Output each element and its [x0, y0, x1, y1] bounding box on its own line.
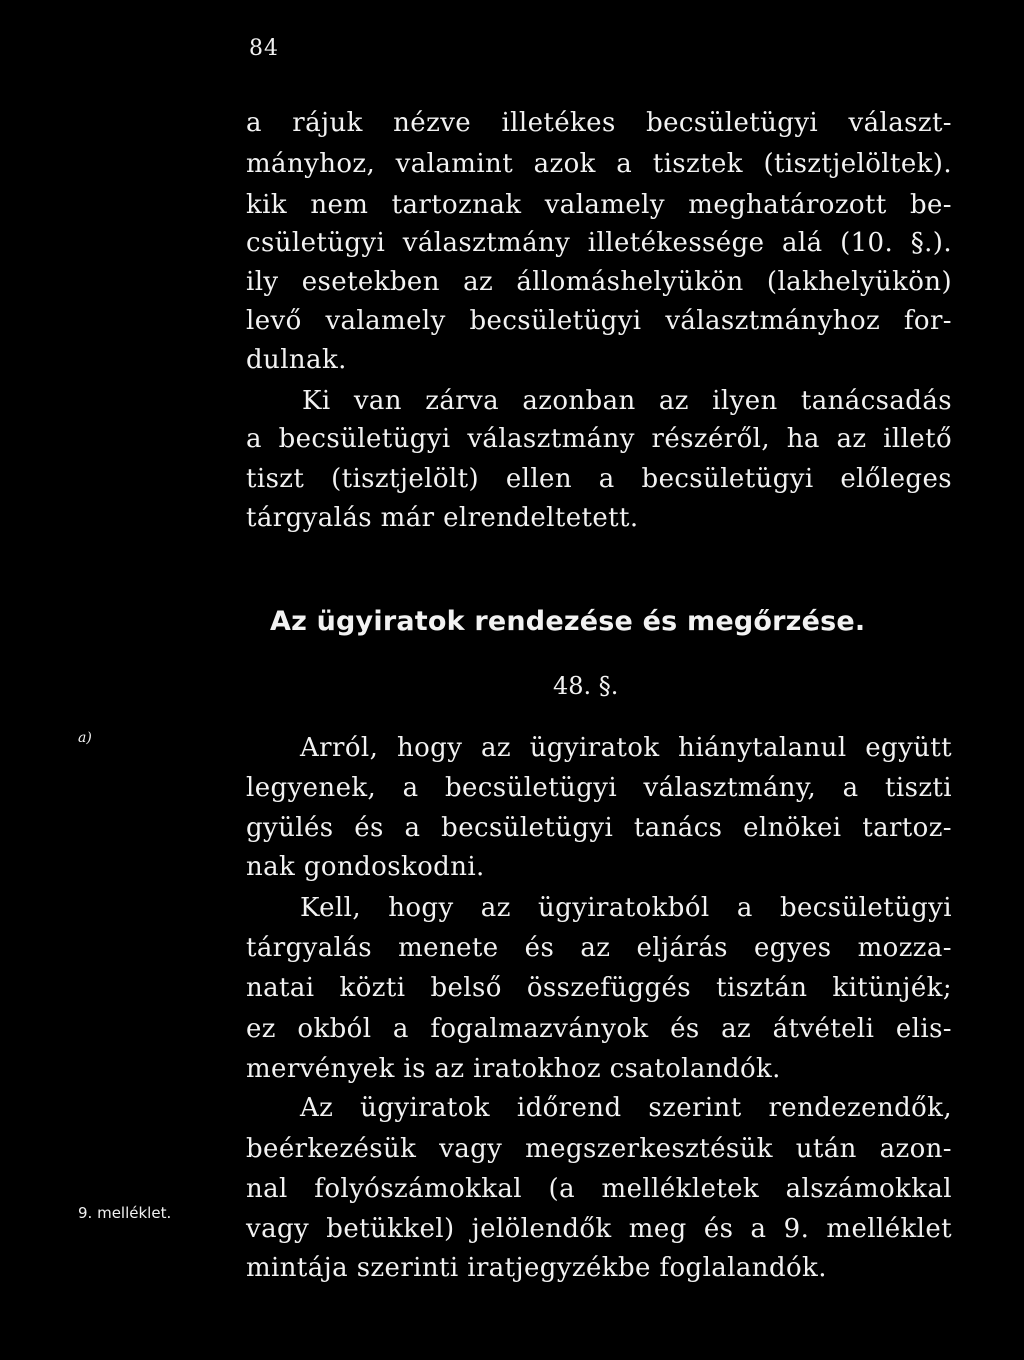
text-line: tiszt (tisztjelölt) ellen a becsületügyi előleges: [246, 464, 952, 494]
text-line: ez okból a fogalmazványok és az átvételi elis-: [246, 1014, 952, 1044]
text-line: ily esetekben az állomáshelyükön (lakhelyükön): [246, 267, 952, 297]
text-line: mervények is az iratokhoz csatolandók.: [246, 1054, 781, 1084]
section-number: 48. §.: [553, 672, 619, 700]
page-number: 84: [249, 36, 279, 61]
text-line: Ki van zárva azonban az ilyen tanácsadás: [302, 386, 952, 416]
text-line: mintája szerinti iratjegyzékbe foglalandók.: [246, 1253, 827, 1283]
text-line: dulnak.: [246, 345, 347, 375]
text-line: kik nem tartoznak valamely meghatározott be-: [246, 190, 952, 220]
text-line: beérkezésük vagy megszerkesztésük után azon-: [246, 1134, 952, 1164]
text-line: Kell, hogy az ügyiratokból a becsületügyi: [300, 893, 952, 923]
text-line: nak gondoskodni.: [246, 852, 485, 882]
section-heading: Az ügyiratok rendezése és megőrzése.: [270, 606, 866, 637]
text-line: a becsületügyi választmány részéről, ha az illető: [246, 424, 952, 454]
text-line: Az ügyiratok időrend szerint rendezendők,: [300, 1093, 952, 1123]
text-line: Arról, hogy az ügyiratok hiánytalanul együtt: [300, 733, 952, 763]
text-line: gyülés és a becsületügyi tanács elnökei tartoz-: [246, 813, 952, 843]
text-line: levő valamely becsületügyi választmányhoz for-: [246, 306, 952, 336]
margin-note-attachment: 9. melléklet.: [78, 1204, 172, 1222]
text-line: vagy betükkel) jelölendők meg és a 9. melléklet: [246, 1214, 952, 1244]
text-line: natai közti belső összefüggés tisztán kitünjék;: [246, 973, 952, 1003]
text-line: mányhoz, valamint azok a tisztek (tisztjelöltek).: [246, 149, 952, 179]
text-line: tárgyalás már elrendeltetett.: [246, 503, 639, 533]
text-line: legyenek, a becsületügyi választmány, a tiszti: [246, 773, 952, 803]
text-line: a rájuk nézve illetékes becsületügyi választ-: [246, 108, 952, 138]
text-line: nal folyószámokkal (a mellékletek alszámokkal: [246, 1174, 952, 1204]
text-line: tárgyalás menete és az eljárás egyes mozza-: [246, 933, 952, 963]
margin-note-a: a): [78, 730, 92, 746]
text-line: csületügyi választmány illetékessége alá (10. §.).: [246, 228, 952, 258]
